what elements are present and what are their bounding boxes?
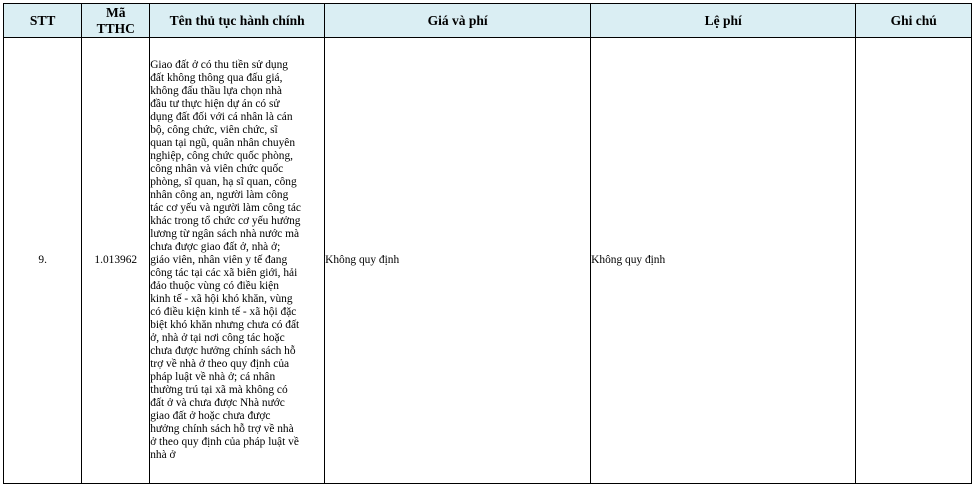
cell-ma-tthc: 1.013962 — [82, 38, 150, 484]
procedure-name-line: chưa được giao đất ở, nhà ở; — [150, 241, 281, 253]
cell-le-phi: Không quy định — [591, 38, 856, 484]
procedure-name-line: ở, nhà ở tại nơi công tác hoặc — [150, 332, 285, 344]
header-ghi-chu: Ghi chú — [856, 4, 972, 38]
table-row — [4, 38, 972, 484]
cell-stt: 9. — [4, 38, 82, 484]
header-ma-line2: TTHC — [96, 20, 135, 36]
procedure-name-line: lương từ ngân sách nhà nước mà — [150, 228, 300, 240]
procedure-name-line: bộ, công chức, viên chức, sĩ — [150, 124, 278, 136]
procedure-name-line: kinh tế - xã hội khó khăn, vùng — [150, 293, 293, 305]
procedure-name-line: phòng, sĩ quan, hạ sĩ quan, công — [150, 176, 297, 188]
procedure-name-line: quan tại ngũ, quân nhân chuyên — [150, 137, 296, 149]
procedure-name-line: khác trong tổ chức cơ yếu hưởng — [150, 215, 301, 227]
cell-ghi-chu — [856, 38, 972, 484]
cell-procedure-name — [150, 38, 325, 484]
procedure-name-line: đất không thông qua đấu giá, — [150, 72, 283, 84]
procedure-name-line: giáo viên, nhân viên y tế đang — [150, 254, 288, 266]
procedure-name-line: không đấu thầu lựa chọn nhà — [150, 85, 282, 97]
header-row — [4, 4, 972, 38]
procedure-name-line: giao đất ở hoặc chưa được — [150, 410, 271, 422]
header-ma-line1: Mã — [106, 4, 126, 20]
procedure-name-line: đảo thuộc vùng có điều kiện — [150, 280, 279, 292]
cell-gia-va-phi: Không quy định — [325, 38, 591, 484]
header-gia-va-phi: Giá và phí — [325, 4, 591, 38]
procedure-name-line: công tác tại các xã biên giới, hải — [150, 267, 298, 279]
procedure-name-line: nhân công an, người làm công — [150, 189, 289, 201]
procedure-name-line: có điều kiện kinh tế - xã hội đặc — [150, 306, 297, 318]
procedure-name-line: trợ về nhà ở theo quy định của — [150, 358, 290, 370]
procedure-name-line: tác cơ yếu và người làm công tác — [150, 202, 301, 214]
header-le-phi: Lệ phí — [591, 4, 856, 38]
procedure-name-line: pháp luật về nhà ở; cá nhân — [150, 371, 276, 383]
procedure-name-line: chưa được hưởng chính sách hỗ — [150, 345, 296, 357]
procedure-name-line: nghiệp, công chức quốc phòng, — [150, 150, 294, 162]
header-stt: STT — [4, 4, 82, 38]
header-ma-tthc — [82, 4, 150, 38]
header-ten-thu-tuc: Tên thủ tục hành chính — [150, 4, 325, 38]
procedure-name-line: ở theo quy định của pháp luật về — [150, 436, 299, 448]
procedure-name-line: đầu tư thực hiện dự án có sử — [150, 98, 280, 110]
procedure-name-line: nhà ở — [150, 449, 176, 461]
procedure-name-line: Giao đất ở có thu tiền sử dụng — [150, 59, 288, 71]
procedure-table — [3, 3, 972, 484]
procedure-name-line: dụng đất đối với cá nhân là cán — [150, 111, 293, 123]
procedure-name-line: thường trú tại xã mà không có — [150, 384, 288, 396]
procedure-name-line: đất ở và chưa được Nhà nước — [150, 397, 285, 409]
procedure-name-line: hưởng chính sách hỗ trợ về nhà — [150, 423, 294, 435]
procedure-name-line: biệt khó khăn nhưng chưa có đất — [150, 319, 300, 331]
procedure-name-line: công nhân và viên chức quốc — [150, 163, 284, 175]
